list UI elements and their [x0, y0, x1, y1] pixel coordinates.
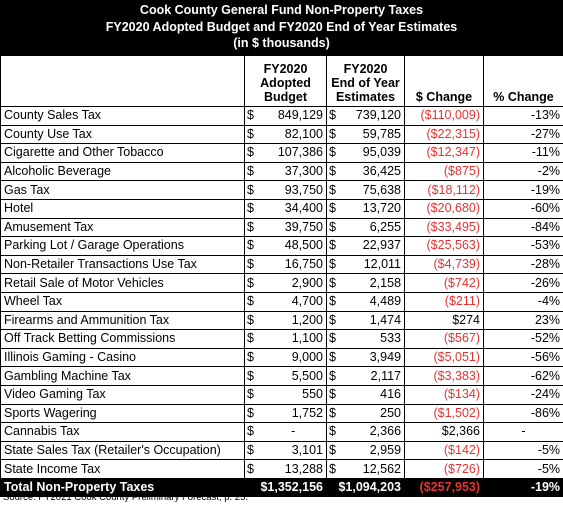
- row-estimate-value: 6,255: [343, 218, 405, 237]
- header-estimate: FY2020 End of Year Estimates: [327, 56, 405, 107]
- source-note: Source: FY2021 Cook County Preliminary Forecast, p. 25.: [3, 492, 249, 503]
- row-name: Alcoholic Beverage: [1, 162, 245, 181]
- header-row: [1, 56, 563, 107]
- table-row: [1, 367, 563, 386]
- row-name: State Income Tax: [1, 460, 245, 479]
- total-change: ($257,953): [405, 478, 484, 497]
- table-row: [1, 255, 563, 274]
- row-change-value: ($25,563): [405, 237, 484, 256]
- row-adopted-value: 48,500: [261, 237, 327, 256]
- row-adopted-value: 1,200: [261, 311, 327, 330]
- row-adopted-value: 13,288: [261, 460, 327, 479]
- row-dollar-sign-estimate: $: [327, 237, 343, 256]
- row-dollar-sign-adopted: $: [245, 441, 261, 460]
- row-adopted-value: 4,700: [261, 292, 327, 311]
- row-estimate-value: 75,638: [343, 181, 405, 200]
- row-dollar-sign-estimate: $: [327, 460, 343, 479]
- row-dollar-sign-estimate: $: [327, 404, 343, 423]
- row-estimate-value: 533: [343, 330, 405, 349]
- table-row: [1, 311, 563, 330]
- row-dollar-sign-estimate: $: [327, 199, 343, 218]
- row-estimate-value: 4,489: [343, 292, 405, 311]
- row-name: Video Gaming Tax: [1, 385, 245, 404]
- row-name: Parking Lot / Garage Operations: [1, 237, 245, 256]
- row-pct-change: -26%: [484, 274, 563, 293]
- row-estimate-value: 59,785: [343, 125, 405, 144]
- row-name: Retail Sale of Motor Vehicles: [1, 274, 245, 293]
- title-line-2: FY2020 Adopted Budget and FY2020 End of Year Estimates: [105, 19, 458, 34]
- table-row: [1, 423, 563, 442]
- table-row: [1, 199, 563, 218]
- row-dollar-sign-adopted: $: [245, 199, 261, 218]
- row-change-value: ($20,680): [405, 199, 484, 218]
- table-row: [1, 292, 563, 311]
- row-pct-change: -27%: [484, 125, 563, 144]
- table-row: [1, 460, 563, 479]
- row-adopted-value: 5,500: [261, 367, 327, 386]
- row-change-value: ($875): [405, 162, 484, 181]
- table-row: [1, 237, 563, 256]
- table-row: [1, 181, 563, 200]
- row-name: Illinois Gaming - Casino: [1, 348, 245, 367]
- row-name: Off Track Betting Commissions: [1, 330, 245, 349]
- row-pct-change: -84%: [484, 218, 563, 237]
- row-estimate-value: 739,120: [343, 107, 405, 126]
- row-estimate-value: 2,117: [343, 367, 405, 386]
- row-pct-change: -86%: [484, 404, 563, 423]
- row-dollar-sign-adopted: $: [245, 181, 261, 200]
- row-pct-change: -5%: [484, 441, 563, 460]
- total-adopted: $1,352,156: [245, 478, 327, 497]
- row-pct-change: 23%: [484, 311, 563, 330]
- row-dollar-sign-adopted: $: [245, 255, 261, 274]
- row-dollar-sign-estimate: $: [327, 441, 343, 460]
- header-pct-change: % Change: [484, 56, 563, 107]
- row-adopted-value: 1,100: [261, 330, 327, 349]
- row-dollar-sign-estimate: $: [327, 292, 343, 311]
- table-row: [1, 218, 563, 237]
- row-adopted-value: -: [261, 423, 327, 442]
- row-name: Firearms and Ammunition Tax: [1, 311, 245, 330]
- row-dollar-sign-adopted: $: [245, 107, 261, 126]
- row-pct-change: -28%: [484, 255, 563, 274]
- row-name: Non-Retailer Transactions Use Tax: [1, 255, 245, 274]
- row-dollar-sign-adopted: $: [245, 218, 261, 237]
- row-adopted-value: 16,750: [261, 255, 327, 274]
- total-pct-change: -19%: [484, 478, 563, 497]
- row-change-value: ($3,383): [405, 367, 484, 386]
- row-pct-change: -62%: [484, 367, 563, 386]
- row-name: Wheel Tax: [1, 292, 245, 311]
- row-change-value: $274: [405, 311, 484, 330]
- row-estimate-value: 416: [343, 385, 405, 404]
- row-dollar-sign-adopted: $: [245, 125, 261, 144]
- table-row: [1, 385, 563, 404]
- row-pct-change: -52%: [484, 330, 563, 349]
- row-adopted-value: 9,000: [261, 348, 327, 367]
- row-dollar-sign-estimate: $: [327, 181, 343, 200]
- row-adopted-value: 82,100: [261, 125, 327, 144]
- row-dollar-sign-adopted: $: [245, 162, 261, 181]
- row-adopted-value: 2,900: [261, 274, 327, 293]
- row-adopted-value: 849,129: [261, 107, 327, 126]
- row-estimate-value: 3,949: [343, 348, 405, 367]
- row-pct-change: -13%: [484, 107, 563, 126]
- row-dollar-sign-estimate: $: [327, 423, 343, 442]
- header-change: $ Change: [405, 56, 484, 107]
- row-pct-change: -60%: [484, 199, 563, 218]
- row-change-value: ($33,495): [405, 218, 484, 237]
- row-estimate-value: 12,011: [343, 255, 405, 274]
- total-name: Total Non-Property Taxes: [1, 478, 245, 497]
- row-dollar-sign-estimate: $: [327, 274, 343, 293]
- row-pct-change: -5%: [484, 460, 563, 479]
- row-dollar-sign-adopted: $: [245, 237, 261, 256]
- row-name: Cigarette and Other Tobacco: [1, 144, 245, 163]
- row-adopted-value: 39,750: [261, 218, 327, 237]
- row-name: Cannabis Tax: [1, 423, 245, 442]
- row-pct-change: -56%: [484, 348, 563, 367]
- row-change-value: ($134): [405, 385, 484, 404]
- row-estimate-value: 36,425: [343, 162, 405, 181]
- row-name: Sports Wagering: [1, 404, 245, 423]
- row-pct-change: -53%: [484, 237, 563, 256]
- table-row: [1, 125, 563, 144]
- row-dollar-sign-adopted: $: [245, 460, 261, 479]
- row-estimate-value: 22,937: [343, 237, 405, 256]
- row-adopted-value: 34,400: [261, 199, 327, 218]
- row-dollar-sign-adopted: $: [245, 330, 261, 349]
- title-line-3: (in $ thousands): [233, 36, 330, 50]
- row-dollar-sign-estimate: $: [327, 311, 343, 330]
- row-adopted-value: 1,752: [261, 404, 327, 423]
- title-block: [0, 0, 563, 55]
- row-dollar-sign-estimate: $: [327, 385, 343, 404]
- row-name: Hotel: [1, 199, 245, 218]
- row-dollar-sign-adopted: $: [245, 404, 261, 423]
- row-dollar-sign-estimate: $: [327, 107, 343, 126]
- row-dollar-sign-estimate: $: [327, 255, 343, 274]
- row-dollar-sign-estimate: $: [327, 348, 343, 367]
- row-adopted-value: 107,386: [261, 144, 327, 163]
- row-estimate-value: 2,959: [343, 441, 405, 460]
- row-pct-change: -24%: [484, 385, 563, 404]
- row-change-value: ($142): [405, 441, 484, 460]
- row-estimate-value: 2,366: [343, 423, 405, 442]
- row-name: Amusement Tax: [1, 218, 245, 237]
- row-change-value: ($22,315): [405, 125, 484, 144]
- row-pct-change: -2%: [484, 162, 563, 181]
- row-estimate-value: 95,039: [343, 144, 405, 163]
- row-dollar-sign-estimate: $: [327, 162, 343, 181]
- table-row: [1, 107, 563, 126]
- table-row: [1, 330, 563, 349]
- row-change-value: ($211): [405, 292, 484, 311]
- row-adopted-value: 3,101: [261, 441, 327, 460]
- row-pct-change: -11%: [484, 144, 563, 163]
- row-pct-change: -4%: [484, 292, 563, 311]
- table-row: [1, 274, 563, 293]
- row-dollar-sign-estimate: $: [327, 330, 343, 349]
- row-dollar-sign-adopted: $: [245, 367, 261, 386]
- row-dollar-sign-adopted: $: [245, 423, 261, 442]
- table-row: [1, 162, 563, 181]
- title-line-1: Cook County General Fund Non-Property Taxes: [139, 3, 424, 17]
- row-dollar-sign-adopted: $: [245, 385, 261, 404]
- row-adopted-value: 37,300: [261, 162, 327, 181]
- row-dollar-sign-adopted: $: [245, 348, 261, 367]
- row-dollar-sign-estimate: $: [327, 144, 343, 163]
- row-change-value: ($567): [405, 330, 484, 349]
- table-row: [1, 348, 563, 367]
- row-estimate-value: 1,474: [343, 311, 405, 330]
- row-dollar-sign-adopted: $: [245, 311, 261, 330]
- tax-table: [0, 55, 563, 497]
- row-adopted-value: 93,750: [261, 181, 327, 200]
- total-estimate: $1,094,203: [327, 478, 405, 497]
- row-name: County Sales Tax: [1, 107, 245, 126]
- row-change-value: ($742): [405, 274, 484, 293]
- header-adopted: FY2020 Adopted Budget: [245, 56, 327, 107]
- row-change-value: $2,366: [405, 423, 484, 442]
- row-change-value: ($4,739): [405, 255, 484, 274]
- row-pct-change: -: [484, 423, 563, 442]
- table-row: [1, 441, 563, 460]
- row-dollar-sign-estimate: $: [327, 218, 343, 237]
- row-dollar-sign-adopted: $: [245, 292, 261, 311]
- row-name: Gas Tax: [1, 181, 245, 200]
- row-change-value: ($110,009): [405, 107, 484, 126]
- row-estimate-value: 250: [343, 404, 405, 423]
- row-dollar-sign-adopted: $: [245, 144, 261, 163]
- row-dollar-sign-estimate: $: [327, 367, 343, 386]
- row-dollar-sign-adopted: $: [245, 274, 261, 293]
- row-change-value: ($5,051): [405, 348, 484, 367]
- row-dollar-sign-estimate: $: [327, 125, 343, 144]
- row-change-value: ($18,112): [405, 181, 484, 200]
- row-estimate-value: 12,562: [343, 460, 405, 479]
- row-pct-change: -19%: [484, 181, 563, 200]
- row-change-value: ($1,502): [405, 404, 484, 423]
- row-name: Gambling Machine Tax: [1, 367, 245, 386]
- row-name: County Use Tax: [1, 125, 245, 144]
- row-estimate-value: 13,720: [343, 199, 405, 218]
- table-row: [1, 404, 563, 423]
- row-estimate-value: 2,158: [343, 274, 405, 293]
- table-row: [1, 144, 563, 163]
- row-change-value: ($12,347): [405, 144, 484, 163]
- row-change-value: ($726): [405, 460, 484, 479]
- row-adopted-value: 550: [261, 385, 327, 404]
- header-name-cell: [1, 56, 245, 107]
- row-name: State Sales Tax (Retailer's Occupation): [1, 441, 245, 460]
